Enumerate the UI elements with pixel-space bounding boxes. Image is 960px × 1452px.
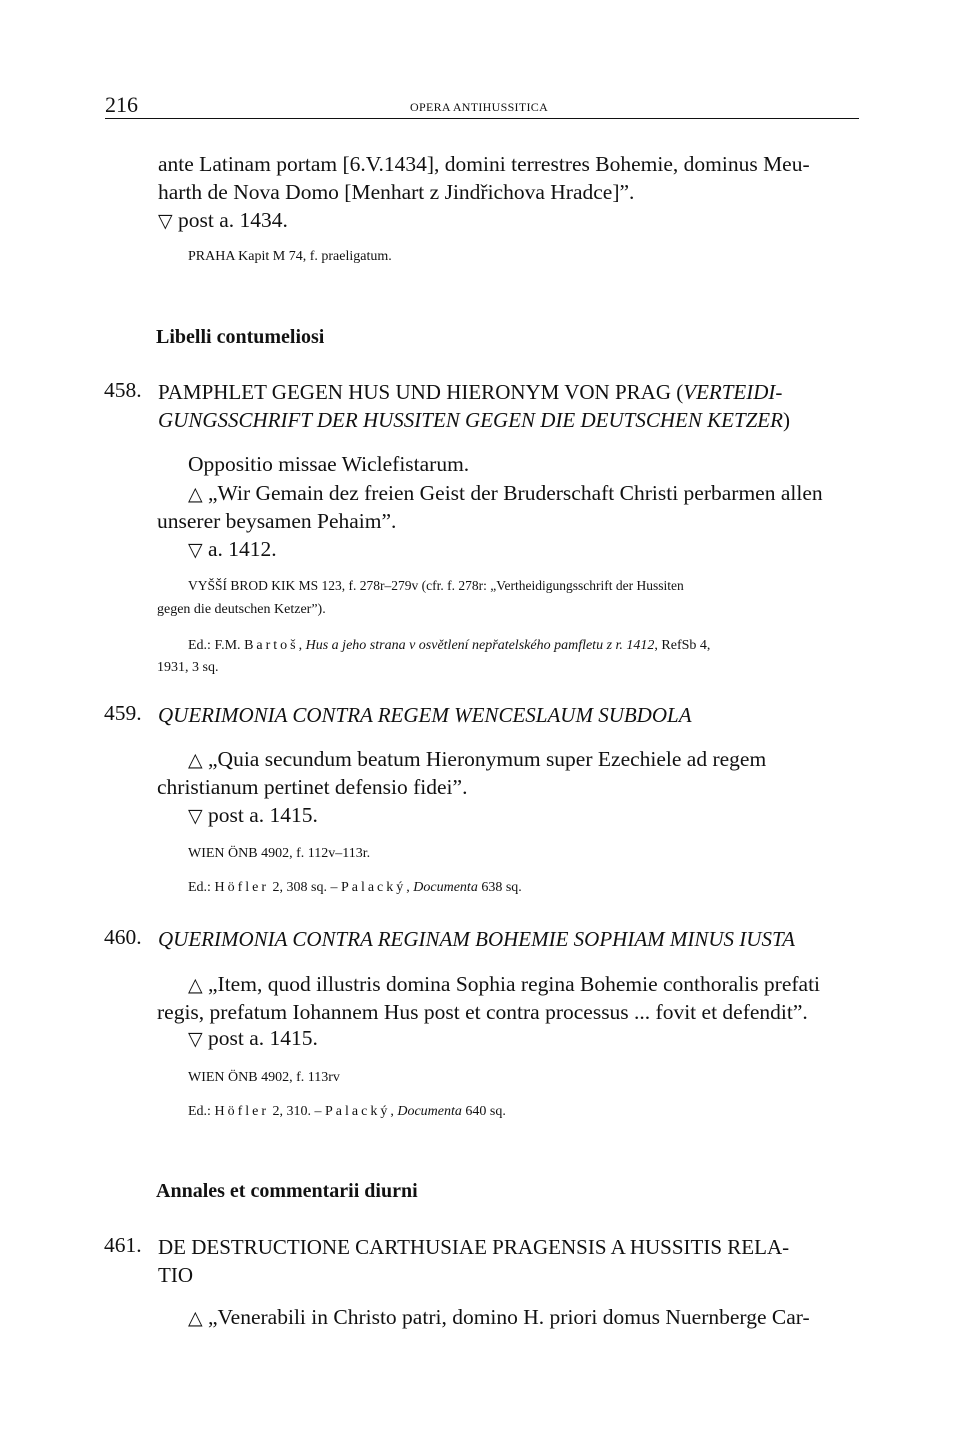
header-rule	[105, 118, 859, 119]
entry-460-incipit: △ „Item, quod illustris domina Sophia regina Bohemie conthoralis prefati	[188, 972, 821, 996]
entry-459-date: ▽ post a. 1415.	[188, 803, 318, 827]
carryover-line-1: ante Latinam portam [6.V.1434], domini terrestres Bohemie, dominus Meu-	[158, 152, 810, 176]
entry-458-note: Oppositio missae Wiclefistarum.	[188, 452, 470, 476]
entry-458-title: PAMPHLET GEGEN HUS UND HIERONYM VON PRAG (VERTEIDI- GUNGSSCHRIFT DER HUSSITEN GEGEN DIE DEUTSCHEN KETZER)	[158, 380, 790, 432]
entry-458-incipit-cont: unserer beysamen Pehaim”.	[157, 509, 397, 533]
entry-460-incipit-cont: regis, prefatum Iohannem Hus post et contra processus ... fovit et defendit”.	[157, 1000, 808, 1024]
incipit-triangle-icon: △	[188, 483, 203, 505]
date-triangle-icon: ▽	[188, 805, 203, 827]
entry-459-edition: Ed.: Höfler 2, 308 sq. – Palacký, Documenta 638 sq.	[188, 880, 522, 895]
date-triangle-icon: ▽	[188, 1028, 203, 1050]
incipit-triangle-icon: △	[188, 1307, 203, 1329]
entry-458-manuscript-cont: gegen die deutschen Ketzer”).	[157, 602, 326, 617]
section-heading-libelli: Libelli contumeliosi	[156, 326, 325, 348]
running-title: OPERA ANTIHUSSITICA	[410, 100, 549, 114]
entry-461-title: DE DESTRUCTIONE CARTHUSIAE PRAGENSIS A HUSSITIS RELA- TIO	[158, 1235, 790, 1287]
entry-458-incipit: △ „Wir Gemain dez freien Geist der Bruderschaft Christi perbarmen allen	[188, 481, 823, 505]
entry-460-title: QUERIMONIA CONTRA REGINAM BOHEMIE SOPHIAM MINUS IUSTA	[158, 927, 795, 951]
entry-458-edition: Ed.: F.M. Bartoš, Hus a jeho strana v osvětlení nepřatelského pamfletu z r. 1412, RefSb 4,	[188, 638, 711, 653]
entry-461-number: 461.	[104, 1233, 142, 1257]
entry-460-manuscript: WIEN ÖNB 4902, f. 113rv	[188, 1070, 340, 1085]
date-triangle-icon: ▽	[188, 539, 203, 561]
entry-460-date: ▽ post a. 1415.	[188, 1026, 318, 1050]
carryover-manuscript: PRAHA Kapit M 74, f. praeligatum.	[188, 249, 392, 264]
page-number: 216	[105, 92, 138, 117]
entry-459-incipit-cont: christianum pertinet defensio fidei”.	[157, 775, 468, 799]
carryover-line-2: harth de Nova Domo [Menhart z Jindřichova Hradce]”.	[158, 180, 635, 204]
page-header	[105, 92, 859, 120]
entry-458-edition-cont: 1931, 3 sq.	[157, 660, 219, 675]
entry-459-manuscript: WIEN ÖNB 4902, f. 112v–113r.	[188, 846, 371, 861]
date-triangle-icon: ▽	[158, 210, 173, 232]
entry-459-number: 459.	[104, 701, 142, 725]
incipit-triangle-icon: △	[188, 974, 203, 996]
entry-459-incipit: △ „Quia secundum beatum Hieronymum super Ezechiele ad regem	[188, 747, 767, 771]
incipit-triangle-icon: △	[188, 749, 203, 771]
entry-458-manuscript: VYŠŠÍ BROD KIK MS 123, f. 278r–279v (cfr. f. 278r: „Vertheidigungsschrift der Hussiten	[188, 578, 684, 593]
entry-458-number: 458.	[104, 378, 142, 402]
section-heading-annales: Annales et commentarii diurni	[156, 1180, 418, 1202]
entry-460-edition: Ed.: Höfler 2, 310. – Palacký, Documenta 640 sq.	[188, 1104, 506, 1119]
entry-459-title: QUERIMONIA CONTRA REGEM WENCESLAUM SUBDOLA	[158, 703, 692, 727]
entry-461-incipit: △ „Venerabili in Christo patri, domino H. priori domus Nuernberge Car-	[188, 1305, 810, 1329]
entry-460-number: 460.	[104, 925, 142, 949]
entry-458-date: ▽ a. 1412.	[188, 537, 277, 561]
carryover-date: ▽ post a. 1434.	[158, 208, 288, 232]
